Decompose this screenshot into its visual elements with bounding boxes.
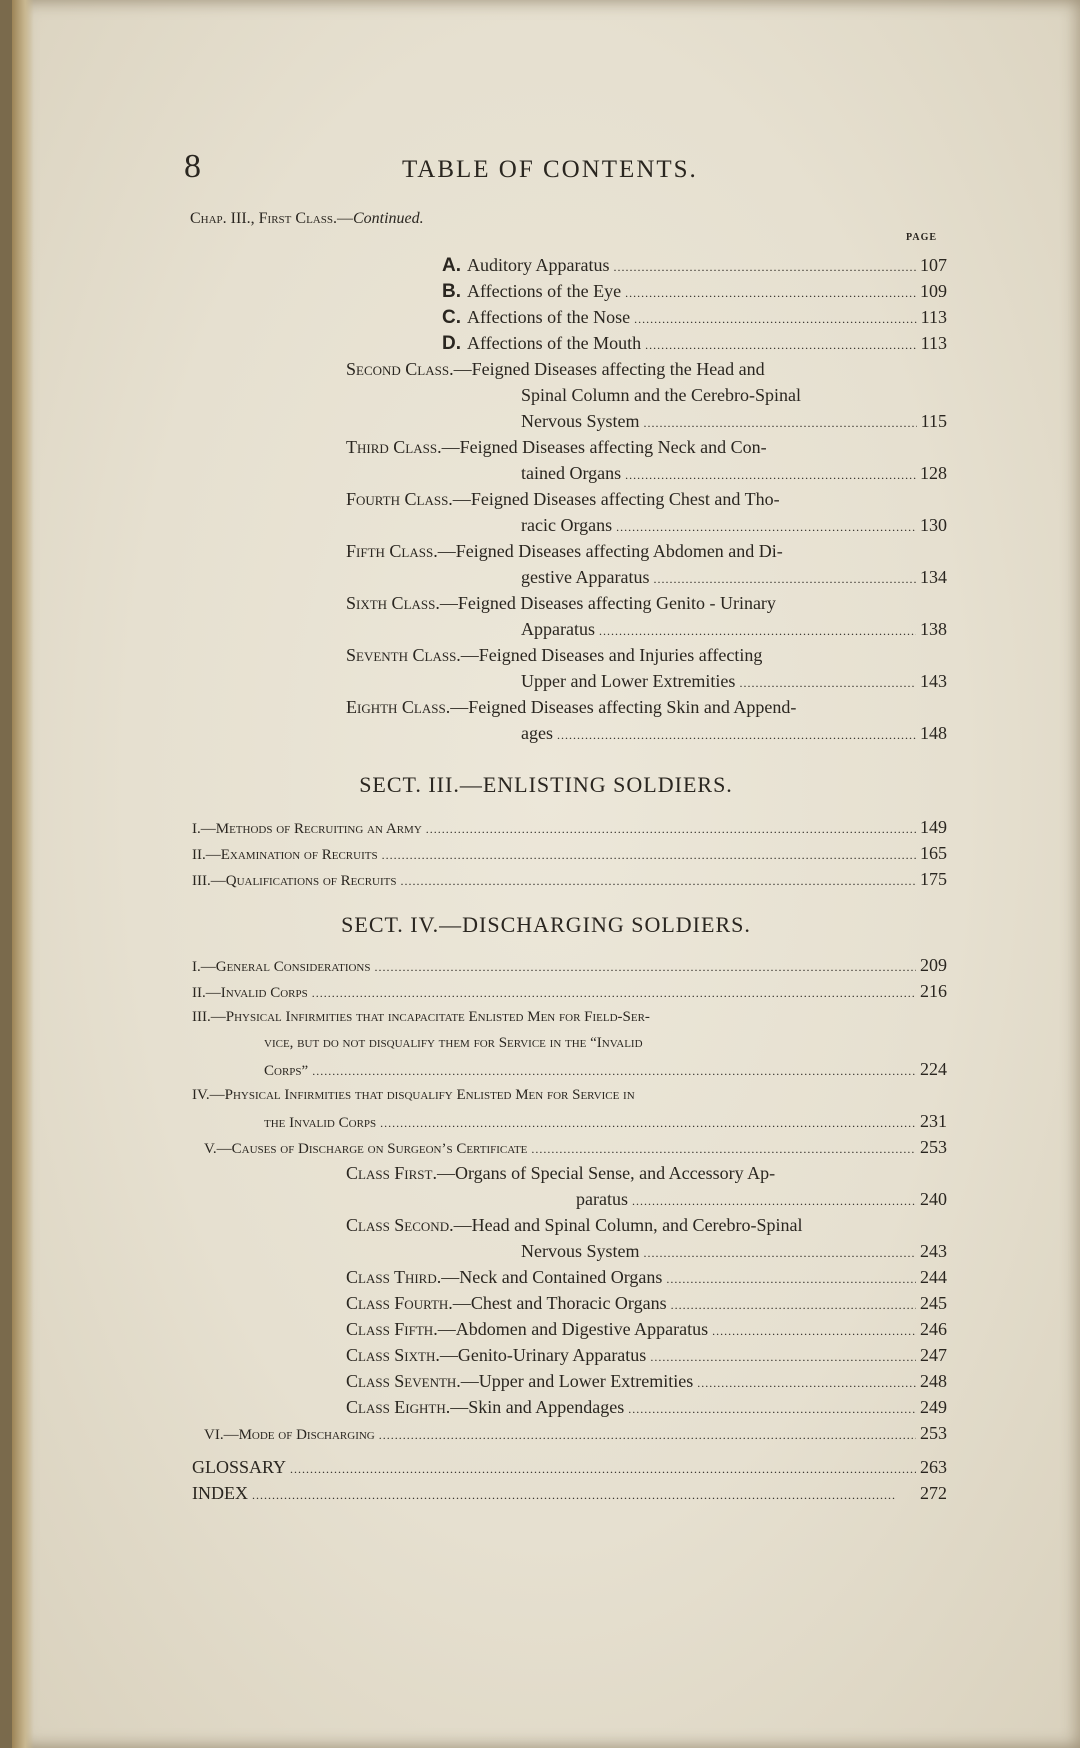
dot-leader bbox=[697, 1368, 916, 1396]
dot-leader bbox=[312, 980, 916, 1006]
dot-leader bbox=[312, 1058, 916, 1084]
chapter-heading-suffix: Continued. bbox=[352, 210, 424, 227]
entry-page: 263 bbox=[920, 1457, 947, 1477]
chapter-heading bbox=[190, 210, 424, 228]
dot-leader bbox=[644, 1238, 917, 1266]
entry-letter: C. bbox=[442, 307, 461, 328]
entry-page: 248 bbox=[920, 1371, 947, 1391]
dot-leader bbox=[653, 564, 916, 592]
entry-text: II.—Examination of Recruits bbox=[192, 847, 378, 863]
entry-page: 107 bbox=[920, 255, 947, 275]
class-line: Spinal Column and the Cerebro-Spinal bbox=[521, 385, 801, 405]
toc-eighth-class bbox=[346, 694, 947, 748]
class-line: Head and Spinal Column, and Cerebro-Spinal bbox=[471, 1215, 803, 1235]
class-lead: Class Seventh.— bbox=[346, 1371, 479, 1391]
toc-fourth-class bbox=[346, 486, 947, 540]
toc-sect3-i bbox=[192, 814, 947, 842]
class-last-line: gestive Apparatus bbox=[521, 567, 650, 587]
toc-sixth-class bbox=[346, 590, 947, 644]
page-column-label: PAGE bbox=[906, 232, 938, 243]
entry-page: 209 bbox=[920, 955, 947, 975]
toc-second-class bbox=[346, 356, 947, 436]
toc-entry-a bbox=[442, 252, 947, 280]
class-line: Feigned Diseases and Injuries affecting bbox=[478, 645, 763, 665]
dot-leader bbox=[426, 816, 916, 842]
entry-text: II.—Invalid Corps bbox=[192, 985, 308, 1001]
entry-page: 134 bbox=[920, 567, 947, 587]
class-last-line: paratus bbox=[576, 1189, 628, 1209]
entry-page: 249 bbox=[920, 1397, 947, 1417]
class-last-line: racic Organs bbox=[521, 515, 613, 535]
toc-class-first bbox=[346, 1160, 947, 1214]
entry-text: VI.—Mode of Discharging bbox=[204, 1427, 375, 1443]
entry-page: 216 bbox=[920, 981, 947, 1001]
toc-class-seventh bbox=[346, 1368, 947, 1396]
entry-page: 130 bbox=[920, 515, 947, 535]
dot-leader bbox=[666, 1264, 916, 1292]
toc-entry-b bbox=[442, 278, 947, 306]
entry-letter: B. bbox=[442, 281, 461, 302]
dot-leader bbox=[290, 1454, 916, 1482]
class-line: Feigned Diseases affecting Genito - Urinary bbox=[457, 593, 776, 613]
class-last-line: Nervous System bbox=[521, 1241, 640, 1261]
class-text: Upper and Lower Extremities bbox=[478, 1371, 694, 1391]
toc-sect4-iv bbox=[192, 1082, 947, 1136]
dot-leader bbox=[645, 330, 917, 358]
section-iv-title: SECT. IV.—DISCHARGING SOLDIERS. bbox=[341, 912, 751, 937]
entry-line: IV.—Physical Infirmities that disqualify Enlisted Men for Service in bbox=[192, 1087, 635, 1103]
dot-leader bbox=[628, 1394, 916, 1422]
toc-index bbox=[192, 1480, 947, 1508]
dot-leader bbox=[380, 1110, 916, 1136]
page-number: 8 bbox=[184, 148, 201, 185]
class-lead: Seventh Class.— bbox=[346, 645, 479, 665]
entry-text: V.—Causes of Discharge on Surgeon’s Certificate bbox=[204, 1141, 528, 1157]
toc-sect3-iii bbox=[192, 866, 947, 894]
dot-leader bbox=[599, 616, 916, 644]
entry-text: Affections of the Mouth bbox=[467, 333, 642, 353]
class-last-line: tained Organs bbox=[521, 463, 622, 483]
class-lead: Fifth Class.— bbox=[346, 541, 456, 561]
class-lead: Class Second.— bbox=[346, 1215, 472, 1235]
toc-seventh-class bbox=[346, 642, 947, 696]
class-lead: Second Class.— bbox=[346, 359, 472, 379]
entry-text: I.—General Considerations bbox=[192, 959, 371, 975]
class-line: Feigned Diseases affecting Skin and Append- bbox=[468, 697, 797, 717]
dot-leader bbox=[379, 1422, 916, 1448]
entry-text: Affections of the Nose bbox=[467, 307, 631, 327]
toc-entry-c bbox=[442, 304, 947, 332]
entry-letter: A. bbox=[442, 255, 461, 276]
entry-page: 244 bbox=[920, 1267, 947, 1287]
entry-page: 165 bbox=[920, 843, 947, 863]
dot-leader bbox=[739, 668, 916, 696]
class-last-line: Apparatus bbox=[521, 619, 595, 639]
dot-leader bbox=[616, 512, 916, 540]
entry-page: 253 bbox=[920, 1423, 947, 1443]
entry-last-line: Corps” bbox=[264, 1063, 309, 1079]
toc-fifth-class bbox=[346, 538, 947, 592]
dot-leader bbox=[632, 1186, 916, 1214]
dot-leader bbox=[625, 460, 916, 488]
class-last-line: Nervous System bbox=[521, 411, 640, 431]
entry-last-line: the Invalid Corps bbox=[264, 1115, 377, 1131]
class-text: Genito-Urinary Apparatus bbox=[457, 1345, 647, 1365]
toc-class-second bbox=[346, 1212, 947, 1266]
entry-page: 143 bbox=[920, 671, 947, 691]
toc-class-sixth bbox=[346, 1342, 947, 1370]
entry-page: 247 bbox=[920, 1345, 947, 1365]
class-lead: Third Class.— bbox=[346, 437, 460, 457]
entry-letter: D. bbox=[442, 333, 461, 354]
dot-leader bbox=[644, 408, 917, 436]
entry-page: 240 bbox=[920, 1189, 947, 1209]
class-lead: Class First.— bbox=[346, 1163, 455, 1183]
dot-leader bbox=[400, 868, 916, 894]
dot-leader bbox=[671, 1290, 916, 1318]
entry-page: 113 bbox=[920, 307, 947, 327]
section-iii-title: SECT. III.—ENLISTING SOLDIERS. bbox=[359, 772, 733, 797]
entry-page: 245 bbox=[920, 1293, 947, 1313]
class-lead: Fourth Class.— bbox=[346, 489, 471, 509]
entry-page: 175 bbox=[920, 869, 947, 889]
chapter-heading-prefix: Chap. III., First Class.— bbox=[190, 210, 353, 227]
toc-sect4-v bbox=[204, 1134, 947, 1162]
class-lead: Class Sixth.— bbox=[346, 1345, 458, 1365]
class-lead: Eighth Class.— bbox=[346, 697, 469, 717]
class-lead: Class Third.— bbox=[346, 1267, 460, 1287]
class-text: Abdomen and Digestive Apparatus bbox=[455, 1319, 709, 1339]
toc-sect3-ii bbox=[192, 840, 947, 868]
entry-page: 148 bbox=[920, 723, 947, 743]
dot-leader bbox=[382, 842, 916, 868]
dot-leader bbox=[650, 1342, 916, 1370]
entry-text: Affections of the Eye bbox=[467, 281, 622, 301]
toc-sect4-i bbox=[192, 952, 947, 980]
page-spine-shadow bbox=[12, 0, 34, 1748]
entry-page: 224 bbox=[920, 1059, 947, 1079]
class-last-line: ages bbox=[521, 723, 553, 743]
dot-leader bbox=[557, 720, 916, 748]
class-lead: Class Fourth.— bbox=[346, 1293, 471, 1313]
entry-page: 246 bbox=[920, 1319, 947, 1339]
toc-class-fifth bbox=[346, 1316, 947, 1344]
class-line: Feigned Diseases affecting Neck and Con- bbox=[459, 437, 767, 457]
entry-page: 243 bbox=[920, 1241, 947, 1261]
entry-page: 138 bbox=[920, 619, 947, 639]
entry-text: I.—Methods of Recruiting an Army bbox=[192, 821, 422, 837]
class-text: Skin and Appendages bbox=[468, 1397, 625, 1417]
toc-class-fourth bbox=[346, 1290, 947, 1318]
toc-entry-d bbox=[442, 330, 947, 358]
toc-sect4-vi bbox=[204, 1420, 947, 1448]
toc-sect4-iii bbox=[192, 1004, 947, 1084]
class-text: Chest and Thoracic Organs bbox=[470, 1293, 667, 1313]
entry-text: III.—Qualifications of Recruits bbox=[192, 873, 397, 889]
class-line: Organs of Special Sense, and Accessory Ap- bbox=[454, 1163, 776, 1183]
class-last-line: Upper and Lower Extremities bbox=[521, 671, 736, 691]
entry-line: III.—Physical Infirmities that incapacitate Enlisted Men for Field-Ser- bbox=[192, 1009, 650, 1025]
dot-leader bbox=[375, 954, 917, 980]
toc-glossary bbox=[192, 1454, 947, 1482]
dot-leader bbox=[613, 252, 916, 280]
entry-page: 272 bbox=[920, 1483, 947, 1503]
entry-text: Auditory Apparatus bbox=[467, 255, 610, 275]
book-page bbox=[12, 0, 1080, 1748]
dot-leader bbox=[712, 1316, 916, 1344]
class-line: Feigned Diseases affecting Chest and Tho- bbox=[470, 489, 780, 509]
toc-class-eighth bbox=[346, 1394, 947, 1422]
dot-leader bbox=[634, 304, 917, 332]
toc-class-third bbox=[346, 1264, 947, 1292]
entry-text: GLOSSARY bbox=[192, 1457, 287, 1477]
class-lead: Sixth Class.— bbox=[346, 593, 458, 613]
entry-page: 109 bbox=[920, 281, 947, 301]
page-header bbox=[12, 148, 1080, 188]
dot-leader bbox=[625, 278, 916, 306]
class-line: Feigned Diseases affecting the Head and bbox=[471, 359, 765, 379]
class-lead: Class Eighth.— bbox=[346, 1397, 469, 1417]
entry-page: 128 bbox=[920, 463, 947, 483]
entry-line: vice, but do not disqualify them for Service in the “Invalid bbox=[264, 1035, 643, 1051]
entry-page: 231 bbox=[920, 1111, 947, 1131]
running-title: TABLE OF CONTENTS. bbox=[402, 156, 698, 183]
dot-leader bbox=[531, 1136, 916, 1162]
class-line: Feigned Diseases affecting Abdomen and Di- bbox=[455, 541, 783, 561]
entry-page: 253 bbox=[920, 1137, 947, 1157]
entry-page: 115 bbox=[920, 411, 947, 431]
entry-page: 149 bbox=[920, 817, 947, 837]
toc-sect4-ii bbox=[192, 978, 947, 1006]
dot-leader bbox=[252, 1480, 916, 1508]
class-lead: Class Fifth.— bbox=[346, 1319, 456, 1339]
entry-text: INDEX bbox=[192, 1483, 248, 1503]
class-text: Neck and Contained Organs bbox=[459, 1267, 663, 1287]
entry-page: 113 bbox=[920, 333, 947, 353]
toc-third-class bbox=[346, 434, 947, 488]
